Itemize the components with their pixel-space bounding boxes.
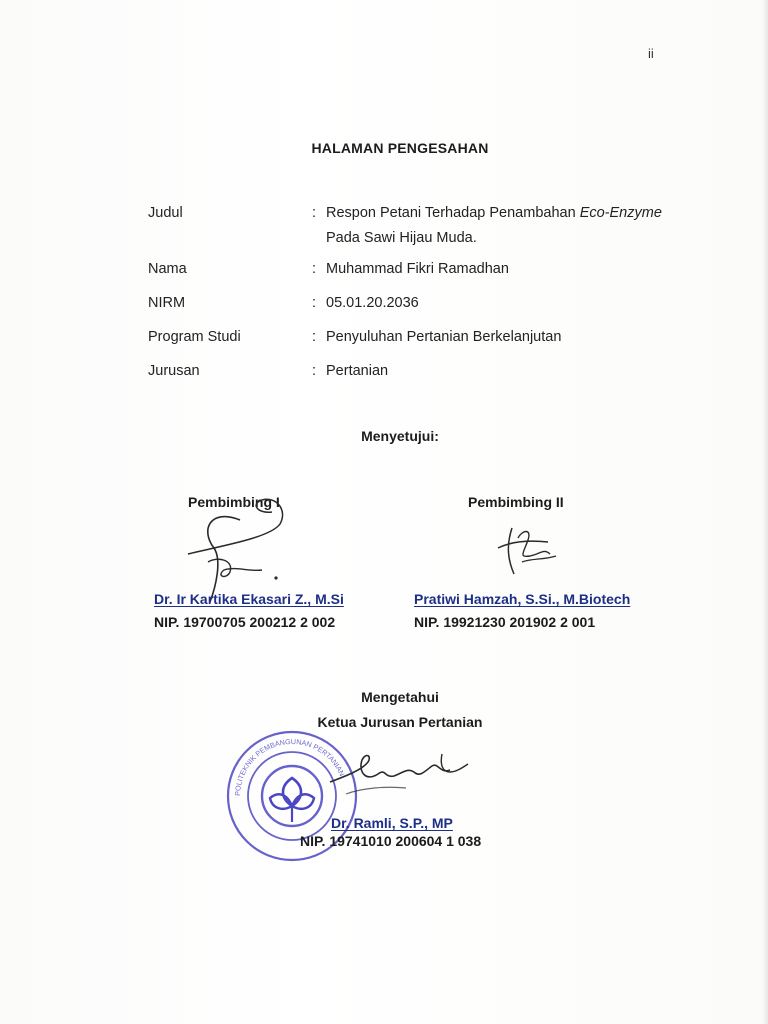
nama-colon: : [312,261,317,277]
jurusan-label: Jurusan [148,363,200,379]
program-studi-value: Penyuluhan Pertanian Berkelanjutan [326,329,562,345]
pembimbing2-title: Pembimbing II [468,494,564,510]
approval-heading: Menyetujui: [361,428,439,444]
pembimbing1-name: Dr. Ir Kartika Ekasari Z., M.Si [154,591,344,607]
judul-value-text: Respon Petani Terhadap Penambahan [326,205,580,221]
signature-pembimbing2 [488,518,568,580]
ketua-jurusan-nip: NIP. 19741010 200604 1 038 [300,833,482,849]
nama-label: Nama [148,261,187,277]
pembimbing1-nip: NIP. 19700705 200212 2 002 [154,614,336,630]
nirm-label: NIRM [148,295,186,311]
judul-value [326,205,662,221]
jurusan-colon: : [312,363,317,379]
page-number: ii [648,46,654,61]
acknowledgement-heading: Mengetahui [361,689,439,705]
pembimbing2-nip: NIP. 19921230 201902 2 001 [414,614,596,630]
page-title: HALAMAN PENGESAHAN [311,140,489,156]
acknowledgement-subheading: Ketua Jurusan Pertanian [317,714,483,730]
program-studi-colon: : [312,329,317,345]
program-studi-label: Program Studi [148,329,241,345]
ketua-jurusan-name: Dr. Ramli, S.P., MP [331,815,453,831]
nirm-value: 05.01.20.2036 [326,295,419,311]
stamp-text: POLITEKNIK PEMBANGUNAN PERTANIAN [232,736,347,797]
judul-value-italic: Eco-Enzyme [579,205,662,221]
judul-value-line2: Pada Sawi Hijau Muda. [326,230,477,246]
nama-value: Muhammad Fikri Ramadhan [326,261,509,277]
pembimbing1-title: Pembimbing I [188,494,280,510]
judul-label: Judul [148,205,183,221]
jurusan-value: Pertanian [326,363,389,379]
signature-ketua-jurusan [322,748,482,810]
pembimbing2-name: Pratiwi Hamzah, S.Si., M.Biotech [414,591,631,607]
judul-colon: : [312,205,317,221]
nirm-colon: : [312,295,317,311]
